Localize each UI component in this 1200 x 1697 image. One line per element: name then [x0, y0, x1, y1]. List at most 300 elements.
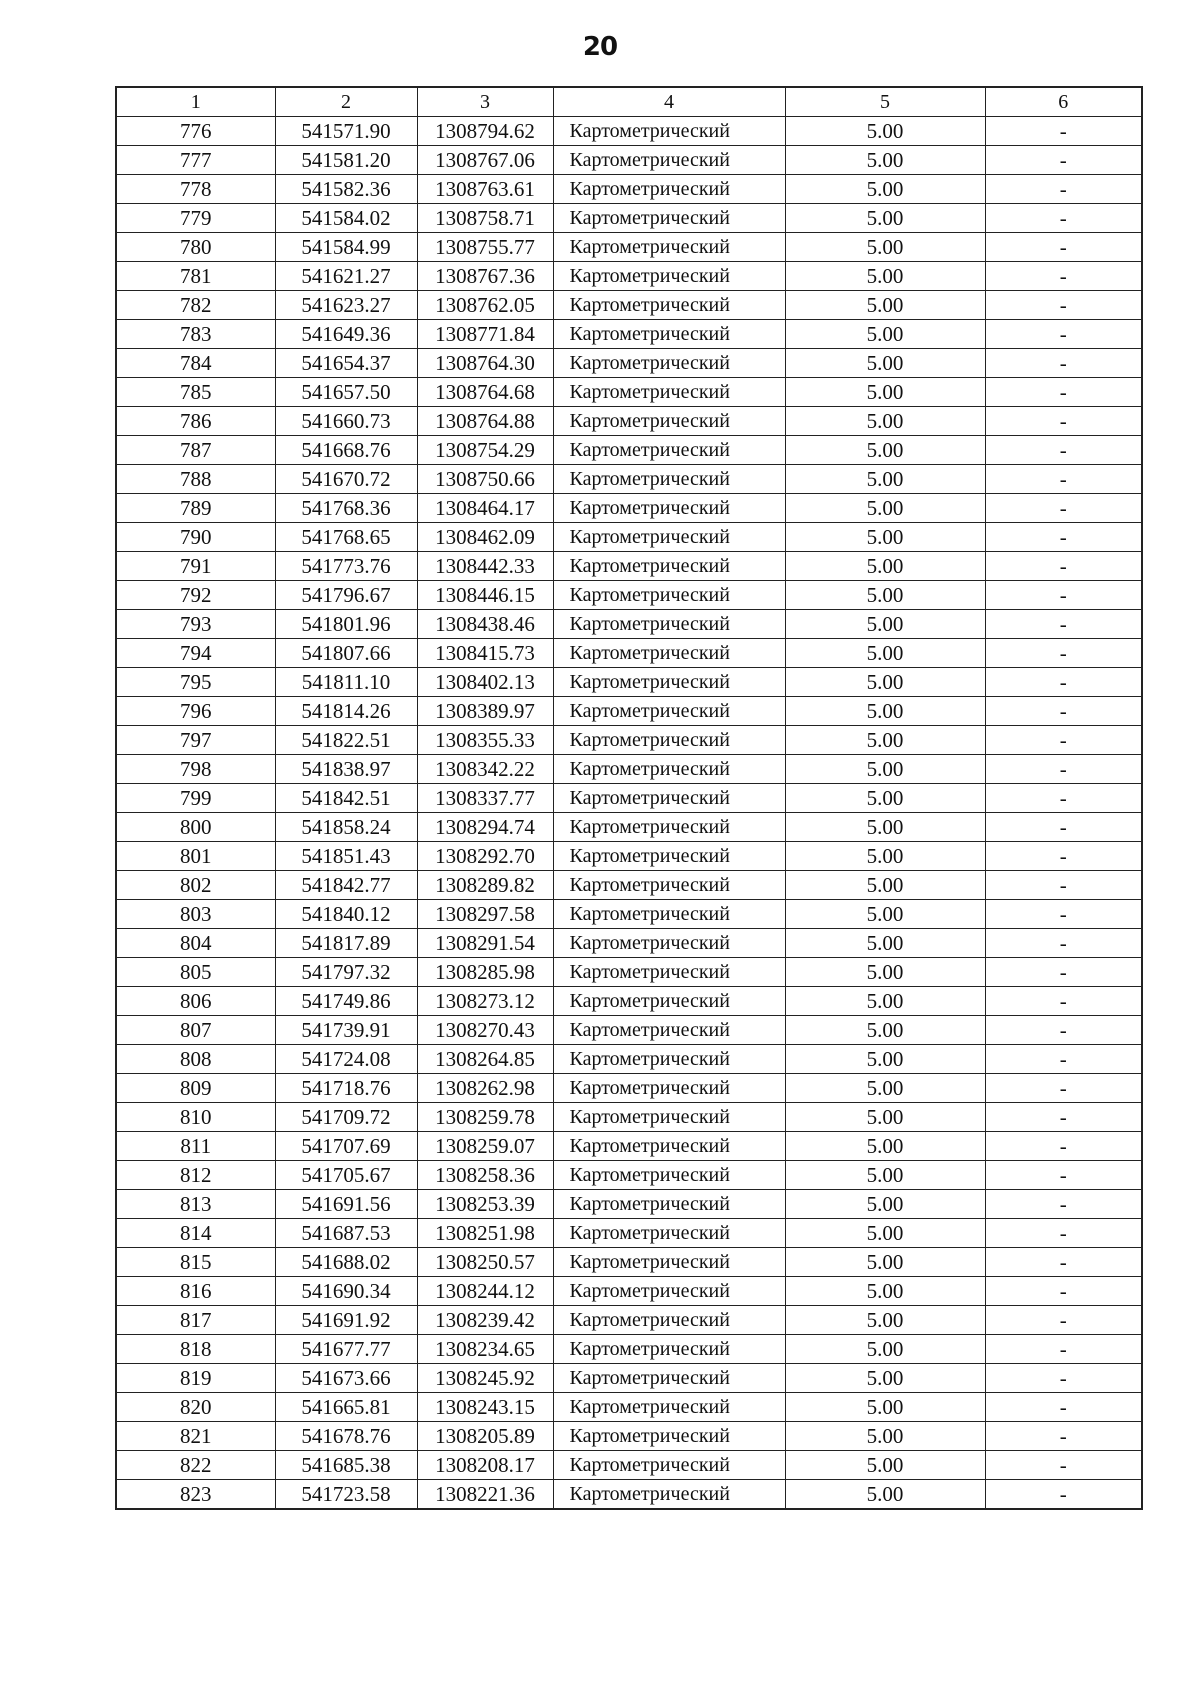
accuracy-cell: 5.00	[785, 1132, 985, 1161]
table-row	[116, 146, 1142, 175]
y-coordinate-cell: 1308264.85	[417, 1045, 553, 1074]
description-cell: -	[985, 1335, 1142, 1364]
point-number-cell: 778	[116, 175, 275, 204]
table-row	[116, 842, 1142, 871]
point-number-cell: 815	[116, 1248, 275, 1277]
method-cell: Картометрический	[553, 146, 785, 175]
point-number-cell: 784	[116, 349, 275, 378]
point-number-cell: 816	[116, 1277, 275, 1306]
page-number: 20	[582, 32, 618, 62]
table-row	[116, 1190, 1142, 1219]
table-row	[116, 1045, 1142, 1074]
description-cell: -	[985, 900, 1142, 929]
x-coordinate-cell: 541660.73	[275, 407, 417, 436]
y-coordinate-cell: 1308442.33	[417, 552, 553, 581]
x-coordinate-cell: 541797.32	[275, 958, 417, 987]
accuracy-cell: 5.00	[785, 465, 985, 494]
table-row	[116, 175, 1142, 204]
description-cell: -	[985, 1219, 1142, 1248]
y-coordinate-cell: 1308259.78	[417, 1103, 553, 1132]
table-row	[116, 1393, 1142, 1422]
accuracy-cell: 5.00	[785, 378, 985, 407]
point-number-cell: 812	[116, 1161, 275, 1190]
description-cell: -	[985, 378, 1142, 407]
point-number-cell: 822	[116, 1451, 275, 1480]
description-cell: -	[985, 552, 1142, 581]
x-coordinate-cell: 541709.72	[275, 1103, 417, 1132]
table-row	[116, 639, 1142, 668]
description-cell: -	[985, 1190, 1142, 1219]
description-cell: -	[985, 958, 1142, 987]
y-coordinate-cell: 1308355.33	[417, 726, 553, 755]
accuracy-cell: 5.00	[785, 1306, 985, 1335]
accuracy-cell: 5.00	[785, 204, 985, 233]
table-row	[116, 1451, 1142, 1480]
accuracy-cell: 5.00	[785, 320, 985, 349]
y-coordinate-cell: 1308755.77	[417, 233, 553, 262]
x-coordinate-cell: 541665.81	[275, 1393, 417, 1422]
point-number-cell: 801	[116, 842, 275, 871]
y-coordinate-cell: 1308763.61	[417, 175, 553, 204]
description-cell: -	[985, 146, 1142, 175]
table-row	[116, 610, 1142, 639]
table-row	[116, 900, 1142, 929]
method-cell: Картометрический	[553, 1335, 785, 1364]
accuracy-cell: 5.00	[785, 871, 985, 900]
accuracy-cell: 5.00	[785, 610, 985, 639]
column-header: 2	[275, 87, 417, 117]
accuracy-cell: 5.00	[785, 1045, 985, 1074]
x-coordinate-cell: 541584.02	[275, 204, 417, 233]
x-coordinate-cell: 541822.51	[275, 726, 417, 755]
y-coordinate-cell: 1308415.73	[417, 639, 553, 668]
y-coordinate-cell: 1308771.84	[417, 320, 553, 349]
y-coordinate-cell: 1308402.13	[417, 668, 553, 697]
accuracy-cell: 5.00	[785, 784, 985, 813]
accuracy-cell: 5.00	[785, 668, 985, 697]
point-number-cell: 792	[116, 581, 275, 610]
table-row	[116, 378, 1142, 407]
column-header: 1	[116, 87, 275, 117]
y-coordinate-cell: 1308294.74	[417, 813, 553, 842]
accuracy-cell: 5.00	[785, 726, 985, 755]
description-cell: -	[985, 349, 1142, 378]
x-coordinate-cell: 541678.76	[275, 1422, 417, 1451]
point-number-cell: 786	[116, 407, 275, 436]
table-row	[116, 958, 1142, 987]
table-row	[116, 523, 1142, 552]
x-coordinate-cell: 541718.76	[275, 1074, 417, 1103]
x-coordinate-cell: 541571.90	[275, 117, 417, 146]
accuracy-cell: 5.00	[785, 436, 985, 465]
accuracy-cell: 5.00	[785, 1277, 985, 1306]
method-cell: Картометрический	[553, 1480, 785, 1510]
method-cell: Картометрический	[553, 1422, 785, 1451]
table-row	[116, 1364, 1142, 1393]
point-number-cell: 808	[116, 1045, 275, 1074]
description-cell: -	[985, 291, 1142, 320]
point-number-cell: 807	[116, 1016, 275, 1045]
point-number-cell: 797	[116, 726, 275, 755]
table-row	[116, 1161, 1142, 1190]
description-cell: -	[985, 987, 1142, 1016]
x-coordinate-cell: 541690.34	[275, 1277, 417, 1306]
description-cell: -	[985, 1045, 1142, 1074]
method-cell: Картометрический	[553, 465, 785, 494]
method-cell: Картометрический	[553, 349, 785, 378]
description-cell: -	[985, 1277, 1142, 1306]
x-coordinate-cell: 541654.37	[275, 349, 417, 378]
description-cell: -	[985, 1248, 1142, 1277]
table-row	[116, 552, 1142, 581]
method-cell: Картометрический	[553, 842, 785, 871]
accuracy-cell: 5.00	[785, 175, 985, 204]
point-number-cell: 791	[116, 552, 275, 581]
description-cell: -	[985, 668, 1142, 697]
method-cell: Картометрический	[553, 987, 785, 1016]
point-number-cell: 804	[116, 929, 275, 958]
method-cell: Картометрический	[553, 610, 785, 639]
accuracy-cell: 5.00	[785, 1219, 985, 1248]
method-cell: Картометрический	[553, 494, 785, 523]
x-coordinate-cell: 541840.12	[275, 900, 417, 929]
x-coordinate-cell: 541677.77	[275, 1335, 417, 1364]
table-row	[116, 813, 1142, 842]
method-cell: Картометрический	[553, 755, 785, 784]
description-cell: -	[985, 581, 1142, 610]
accuracy-cell: 5.00	[785, 697, 985, 726]
point-number-cell: 823	[116, 1480, 275, 1510]
y-coordinate-cell: 1308259.07	[417, 1132, 553, 1161]
y-coordinate-cell: 1308438.46	[417, 610, 553, 639]
table-header-row	[116, 87, 1142, 117]
table-row	[116, 233, 1142, 262]
x-coordinate-cell: 541705.67	[275, 1161, 417, 1190]
x-coordinate-cell: 541838.97	[275, 755, 417, 784]
description-cell: -	[985, 1364, 1142, 1393]
y-coordinate-cell: 1308762.05	[417, 291, 553, 320]
point-number-cell: 814	[116, 1219, 275, 1248]
table-row	[116, 668, 1142, 697]
x-coordinate-cell: 541623.27	[275, 291, 417, 320]
method-cell: Картометрический	[553, 378, 785, 407]
column-header: 3	[417, 87, 553, 117]
description-cell: -	[985, 842, 1142, 871]
accuracy-cell: 5.00	[785, 1422, 985, 1451]
accuracy-cell: 5.00	[785, 262, 985, 291]
table-row	[116, 1219, 1142, 1248]
x-coordinate-cell: 541807.66	[275, 639, 417, 668]
accuracy-cell: 5.00	[785, 494, 985, 523]
accuracy-cell: 5.00	[785, 1016, 985, 1045]
y-coordinate-cell: 1308250.57	[417, 1248, 553, 1277]
accuracy-cell: 5.00	[785, 1480, 985, 1510]
accuracy-cell: 5.00	[785, 1451, 985, 1480]
point-number-cell: 817	[116, 1306, 275, 1335]
table-row	[116, 465, 1142, 494]
accuracy-cell: 5.00	[785, 1393, 985, 1422]
method-cell: Картометрический	[553, 639, 785, 668]
method-cell: Картометрический	[553, 436, 785, 465]
y-coordinate-cell: 1308289.82	[417, 871, 553, 900]
coordinates-table	[115, 86, 1143, 1510]
accuracy-cell: 5.00	[785, 1074, 985, 1103]
method-cell: Картометрический	[553, 871, 785, 900]
description-cell: -	[985, 407, 1142, 436]
accuracy-cell: 5.00	[785, 639, 985, 668]
x-coordinate-cell: 541842.77	[275, 871, 417, 900]
point-number-cell: 800	[116, 813, 275, 842]
description-cell: -	[985, 1103, 1142, 1132]
table-row	[116, 436, 1142, 465]
method-cell: Картометрический	[553, 262, 785, 291]
x-coordinate-cell: 541584.99	[275, 233, 417, 262]
accuracy-cell: 5.00	[785, 900, 985, 929]
table-row	[116, 1103, 1142, 1132]
x-coordinate-cell: 541687.53	[275, 1219, 417, 1248]
method-cell: Картометрический	[553, 1161, 785, 1190]
description-cell: -	[985, 610, 1142, 639]
accuracy-cell: 5.00	[785, 523, 985, 552]
description-cell: -	[985, 1422, 1142, 1451]
x-coordinate-cell: 541670.72	[275, 465, 417, 494]
point-number-cell: 793	[116, 610, 275, 639]
method-cell: Картометрический	[553, 1306, 785, 1335]
point-number-cell: 810	[116, 1103, 275, 1132]
method-cell: Картометрический	[553, 900, 785, 929]
x-coordinate-cell: 541691.92	[275, 1306, 417, 1335]
table-row	[116, 262, 1142, 291]
description-cell: -	[985, 1451, 1142, 1480]
x-coordinate-cell: 541749.86	[275, 987, 417, 1016]
x-coordinate-cell: 541773.76	[275, 552, 417, 581]
y-coordinate-cell: 1308764.68	[417, 378, 553, 407]
y-coordinate-cell: 1308258.36	[417, 1161, 553, 1190]
method-cell: Картометрический	[553, 1016, 785, 1045]
method-cell: Картометрический	[553, 1248, 785, 1277]
y-coordinate-cell: 1308764.30	[417, 349, 553, 378]
y-coordinate-cell: 1308767.36	[417, 262, 553, 291]
x-coordinate-cell: 541668.76	[275, 436, 417, 465]
y-coordinate-cell: 1308337.77	[417, 784, 553, 813]
table-row	[116, 1248, 1142, 1277]
method-cell: Картометрический	[553, 1132, 785, 1161]
table-row	[116, 697, 1142, 726]
accuracy-cell: 5.00	[785, 233, 985, 262]
table-row	[116, 1277, 1142, 1306]
x-coordinate-cell: 541796.67	[275, 581, 417, 610]
point-number-cell: 813	[116, 1190, 275, 1219]
description-cell: -	[985, 320, 1142, 349]
x-coordinate-cell: 541851.43	[275, 842, 417, 871]
accuracy-cell: 5.00	[785, 349, 985, 378]
x-coordinate-cell: 541673.66	[275, 1364, 417, 1393]
method-cell: Картометрический	[553, 1103, 785, 1132]
x-coordinate-cell: 541768.36	[275, 494, 417, 523]
x-coordinate-cell: 541657.50	[275, 378, 417, 407]
method-cell: Картометрический	[553, 117, 785, 146]
accuracy-cell: 5.00	[785, 813, 985, 842]
accuracy-cell: 5.00	[785, 1103, 985, 1132]
y-coordinate-cell: 1308270.43	[417, 1016, 553, 1045]
accuracy-cell: 5.00	[785, 755, 985, 784]
method-cell: Картометрический	[553, 552, 785, 581]
y-coordinate-cell: 1308245.92	[417, 1364, 553, 1393]
accuracy-cell: 5.00	[785, 1190, 985, 1219]
description-cell: -	[985, 494, 1142, 523]
point-number-cell: 798	[116, 755, 275, 784]
table-row	[116, 320, 1142, 349]
table-row	[116, 1132, 1142, 1161]
table-row	[116, 349, 1142, 378]
description-cell: -	[985, 1393, 1142, 1422]
column-header: 4	[553, 87, 785, 117]
point-number-cell: 782	[116, 291, 275, 320]
accuracy-cell: 5.00	[785, 958, 985, 987]
y-coordinate-cell: 1308291.54	[417, 929, 553, 958]
description-cell: -	[985, 1132, 1142, 1161]
table-row	[116, 494, 1142, 523]
method-cell: Картометрический	[553, 958, 785, 987]
method-cell: Картометрический	[553, 1190, 785, 1219]
y-coordinate-cell: 1308767.06	[417, 146, 553, 175]
y-coordinate-cell: 1308764.88	[417, 407, 553, 436]
y-coordinate-cell: 1308342.22	[417, 755, 553, 784]
accuracy-cell: 5.00	[785, 1335, 985, 1364]
method-cell: Картометрический	[553, 1393, 785, 1422]
point-number-cell: 789	[116, 494, 275, 523]
description-cell: -	[985, 1074, 1142, 1103]
method-cell: Картометрический	[553, 1277, 785, 1306]
description-cell: -	[985, 1306, 1142, 1335]
table-row	[116, 1335, 1142, 1364]
table-row	[116, 784, 1142, 813]
description-cell: -	[985, 204, 1142, 233]
method-cell: Картометрический	[553, 1045, 785, 1074]
x-coordinate-cell: 541685.38	[275, 1451, 417, 1480]
x-coordinate-cell: 541724.08	[275, 1045, 417, 1074]
description-cell: -	[985, 175, 1142, 204]
method-cell: Картометрический	[553, 813, 785, 842]
method-cell: Картометрический	[553, 581, 785, 610]
accuracy-cell: 5.00	[785, 291, 985, 320]
point-number-cell: 818	[116, 1335, 275, 1364]
description-cell: -	[985, 1161, 1142, 1190]
y-coordinate-cell: 1308297.58	[417, 900, 553, 929]
y-coordinate-cell: 1308253.39	[417, 1190, 553, 1219]
table-row	[116, 204, 1142, 233]
point-number-cell: 779	[116, 204, 275, 233]
accuracy-cell: 5.00	[785, 929, 985, 958]
method-cell: Картометрический	[553, 784, 785, 813]
table-row	[116, 726, 1142, 755]
accuracy-cell: 5.00	[785, 1364, 985, 1393]
x-coordinate-cell: 541688.02	[275, 1248, 417, 1277]
point-number-cell: 821	[116, 1422, 275, 1451]
point-number-cell: 799	[116, 784, 275, 813]
y-coordinate-cell: 1308750.66	[417, 465, 553, 494]
method-cell: Картометрический	[553, 407, 785, 436]
y-coordinate-cell: 1308794.62	[417, 117, 553, 146]
description-cell: -	[985, 233, 1142, 262]
accuracy-cell: 5.00	[785, 842, 985, 871]
point-number-cell: 780	[116, 233, 275, 262]
point-number-cell: 809	[116, 1074, 275, 1103]
method-cell: Картометрический	[553, 726, 785, 755]
x-coordinate-cell: 541814.26	[275, 697, 417, 726]
description-cell: -	[985, 1016, 1142, 1045]
y-coordinate-cell: 1308292.70	[417, 842, 553, 871]
y-coordinate-cell: 1308285.98	[417, 958, 553, 987]
method-cell: Картометрический	[553, 668, 785, 697]
point-number-cell: 788	[116, 465, 275, 494]
x-coordinate-cell: 541858.24	[275, 813, 417, 842]
method-cell: Картометрический	[553, 1219, 785, 1248]
description-cell: -	[985, 929, 1142, 958]
y-coordinate-cell: 1308462.09	[417, 523, 553, 552]
y-coordinate-cell: 1308758.71	[417, 204, 553, 233]
point-number-cell: 776	[116, 117, 275, 146]
y-coordinate-cell: 1308234.65	[417, 1335, 553, 1364]
point-number-cell: 794	[116, 639, 275, 668]
point-number-cell: 796	[116, 697, 275, 726]
x-coordinate-cell: 541581.20	[275, 146, 417, 175]
point-number-cell: 802	[116, 871, 275, 900]
point-number-cell: 803	[116, 900, 275, 929]
x-coordinate-cell: 541801.96	[275, 610, 417, 639]
x-coordinate-cell: 541723.58	[275, 1480, 417, 1510]
x-coordinate-cell: 541621.27	[275, 262, 417, 291]
description-cell: -	[985, 784, 1142, 813]
y-coordinate-cell: 1308205.89	[417, 1422, 553, 1451]
description-cell: -	[985, 697, 1142, 726]
accuracy-cell: 5.00	[785, 1161, 985, 1190]
description-cell: -	[985, 436, 1142, 465]
description-cell: -	[985, 871, 1142, 900]
point-number-cell: 819	[116, 1364, 275, 1393]
column-header: 5	[785, 87, 985, 117]
y-coordinate-cell: 1308273.12	[417, 987, 553, 1016]
description-cell: -	[985, 755, 1142, 784]
table-row	[116, 871, 1142, 900]
point-number-cell: 785	[116, 378, 275, 407]
method-cell: Картометрический	[553, 291, 785, 320]
y-coordinate-cell: 1308251.98	[417, 1219, 553, 1248]
point-number-cell: 811	[116, 1132, 275, 1161]
accuracy-cell: 5.00	[785, 581, 985, 610]
table-row	[116, 755, 1142, 784]
point-number-cell: 787	[116, 436, 275, 465]
table-row	[116, 929, 1142, 958]
method-cell: Картометрический	[553, 523, 785, 552]
method-cell: Картометрический	[553, 1451, 785, 1480]
accuracy-cell: 5.00	[785, 552, 985, 581]
description-cell: -	[985, 639, 1142, 668]
table-row	[116, 1422, 1142, 1451]
table-row	[116, 407, 1142, 436]
point-number-cell: 777	[116, 146, 275, 175]
description-cell: -	[985, 813, 1142, 842]
y-coordinate-cell: 1308446.15	[417, 581, 553, 610]
x-coordinate-cell: 541811.10	[275, 668, 417, 697]
table-row	[116, 1306, 1142, 1335]
accuracy-cell: 5.00	[785, 1248, 985, 1277]
x-coordinate-cell: 541739.91	[275, 1016, 417, 1045]
x-coordinate-cell: 541842.51	[275, 784, 417, 813]
accuracy-cell: 5.00	[785, 117, 985, 146]
table-row	[116, 987, 1142, 1016]
point-number-cell: 781	[116, 262, 275, 291]
